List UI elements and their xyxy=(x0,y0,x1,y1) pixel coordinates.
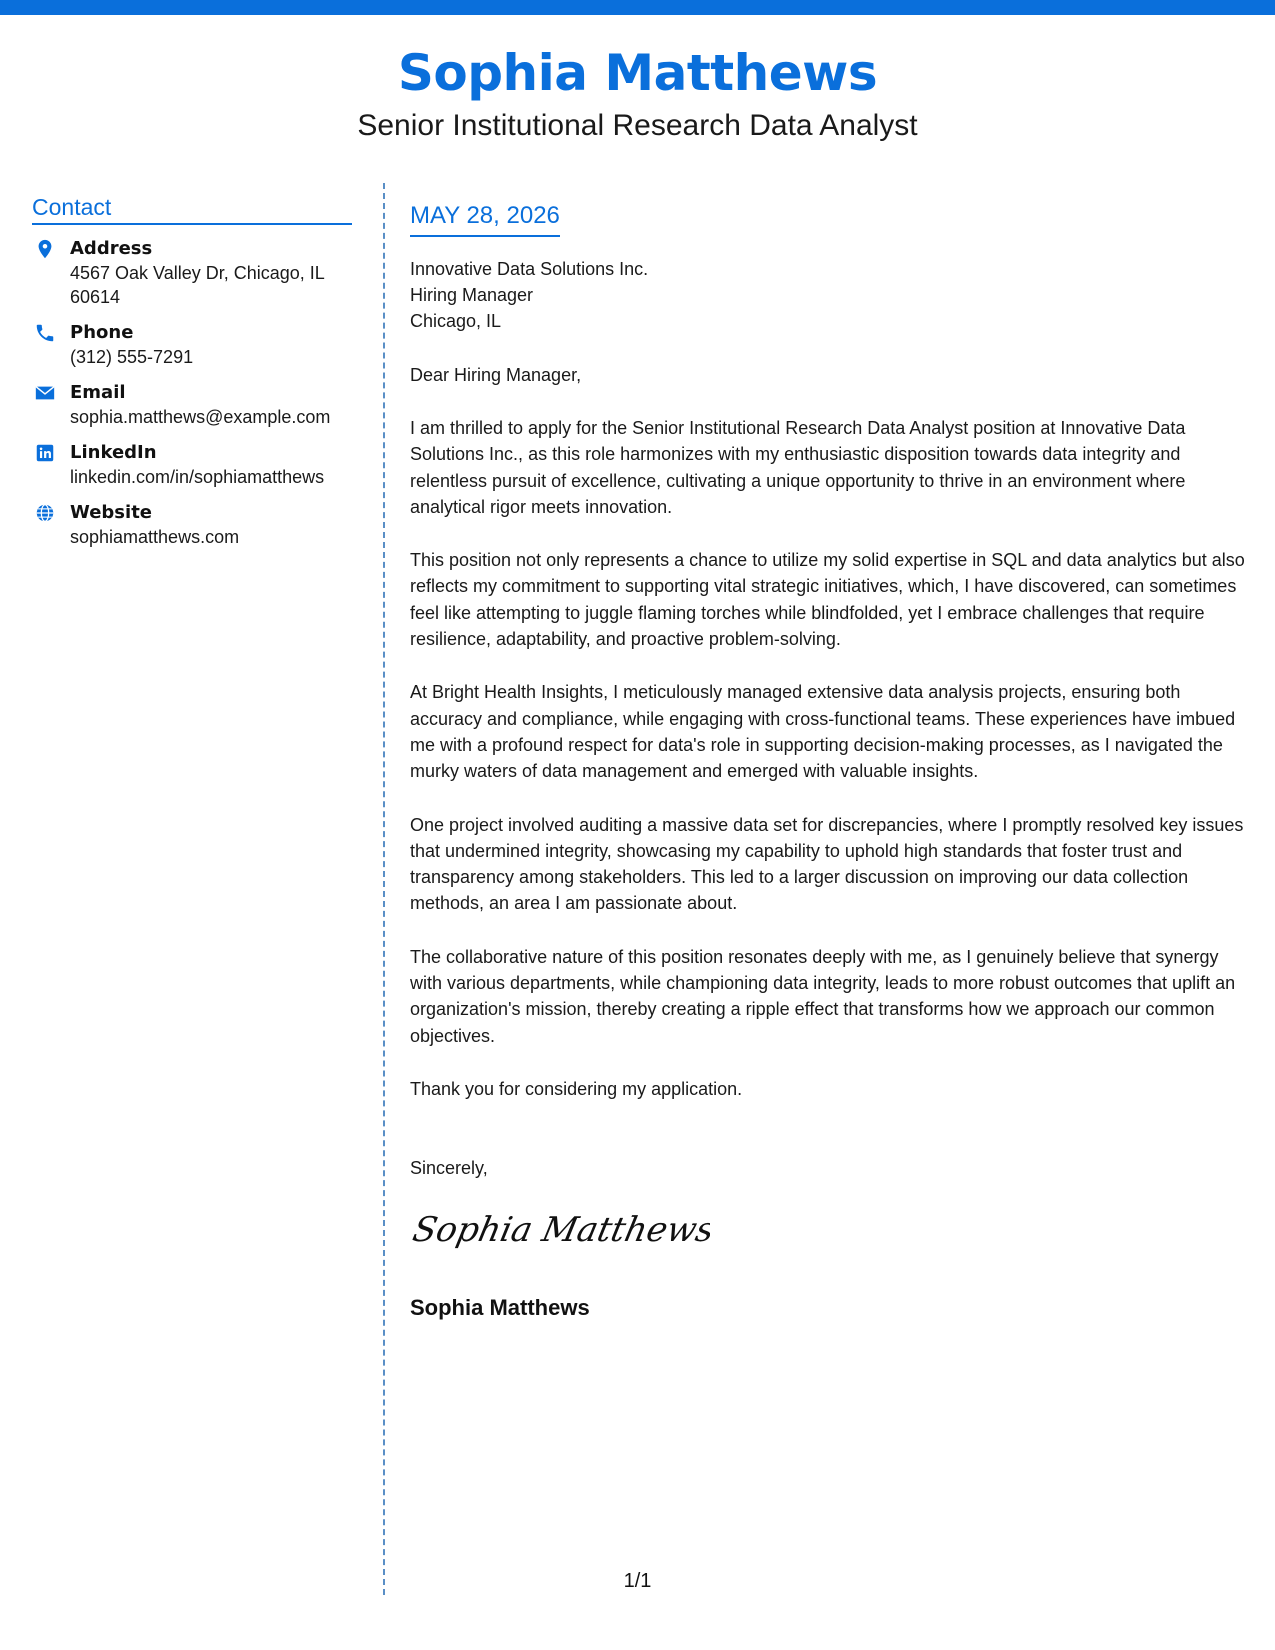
paragraph: One project involved auditing a massive data set for discrepancies, where I promptly resolved key issues that undermined integrity, showcasing my capability to uphold high standards that foster trust and transparency among stakeholders. This led to a larger discussion on improving our data collection methods, an area I am passionate about. xyxy=(410,814,1244,914)
website-value[interactable]: sophiamatthews.com xyxy=(70,527,240,547)
recipient-block xyxy=(410,256,1255,334)
letter-body xyxy=(410,199,1255,1322)
job-title: Senior Institutional Research Data Analyst xyxy=(357,109,918,142)
page-number: 1/1 xyxy=(623,1570,652,1592)
phone-value: (312) 555-7291 xyxy=(70,347,194,367)
contact-item-address xyxy=(32,237,352,309)
paragraph: I am thrilled to apply for the Senior Institutional Research Data Analyst position at Innovative Data Solutions Inc., as this role harmonizes with my enthusiastic disposition towards data integrity and relentless pursuit of excellence, cultivating a unique opportunity to thrive in an environment where analytical rigor meets innovation. xyxy=(410,418,1186,517)
contact-heading: Contact xyxy=(32,194,352,225)
contact-item-email xyxy=(32,381,352,429)
closing: Sincerely, xyxy=(410,1158,488,1179)
linkedin-icon xyxy=(34,442,56,464)
linkedin-value[interactable]: linkedin.com/in/sophiamatthews xyxy=(70,467,325,487)
signature xyxy=(410,1199,710,1269)
contact-label: Address xyxy=(70,238,153,259)
paragraph: The collaborative nature of this position resonates deeply with me, as I genuinely believe that synergy with various departments, while championing data integrity, leads to more robust outcomes that uplift an organization's mission, thereby creating a ripple effect that transforms how we approach our common objectives. xyxy=(410,946,1236,1046)
top-accent-bar xyxy=(0,0,1275,15)
contact-label: Phone xyxy=(70,322,134,343)
paragraph: This position not only represents a chance to utilize my solid expertise in SQL and data analytics but also reflects my commitment to supporting vital strategic initiatives, which, I have discovered, can sometimes feel like attempting to juggle flaming torches while blindfolded, yet I embrace challenges that require resilience, adaptability, and proactive problem-solving. xyxy=(410,550,1245,650)
paragraph: At Bright Health Insights, I meticulously managed extensive data analysis projects, ensuring both accuracy and compliance, while engaging with cross-functional teams. These experiences have imbued me with a profound respect for data's role in supporting decision-making processes, as I navigated the murky waters of data management and emerged with valuable insights. xyxy=(410,682,1236,782)
contact-label: Email xyxy=(70,382,126,403)
phone-icon xyxy=(34,322,56,344)
contact-item-linkedin xyxy=(32,441,352,489)
contact-item-phone xyxy=(32,321,352,369)
globe-icon xyxy=(34,502,56,524)
recipient-role: Hiring Manager xyxy=(410,285,534,305)
email-value[interactable]: sophia.matthews@example.com xyxy=(70,407,331,427)
envelope-icon xyxy=(34,382,56,404)
applicant-name: Sophia Matthews xyxy=(397,44,878,102)
recipient-company: Innovative Data Solutions Inc. xyxy=(410,259,649,279)
signature-script: Sophia Matthews xyxy=(410,1210,710,1251)
signed-name: Sophia Matthews xyxy=(410,1295,590,1321)
paragraph: Thank you for considering my application. xyxy=(410,1078,743,1099)
column-divider xyxy=(383,183,385,1595)
salutation: Dear Hiring Manager, xyxy=(410,365,582,385)
contact-sidebar xyxy=(32,194,352,549)
header xyxy=(0,38,1275,144)
contact-item-website xyxy=(32,501,352,549)
location-pin-icon xyxy=(34,238,56,260)
recipient-location: Chicago, IL xyxy=(410,311,502,331)
address-value: 4567 Oak Valley Dr, Chicago, IL 60614 xyxy=(70,263,325,307)
letter-date: MAY 28, 2026 xyxy=(410,199,560,237)
contact-label: LinkedIn xyxy=(70,442,157,463)
contact-label: Website xyxy=(70,502,153,523)
